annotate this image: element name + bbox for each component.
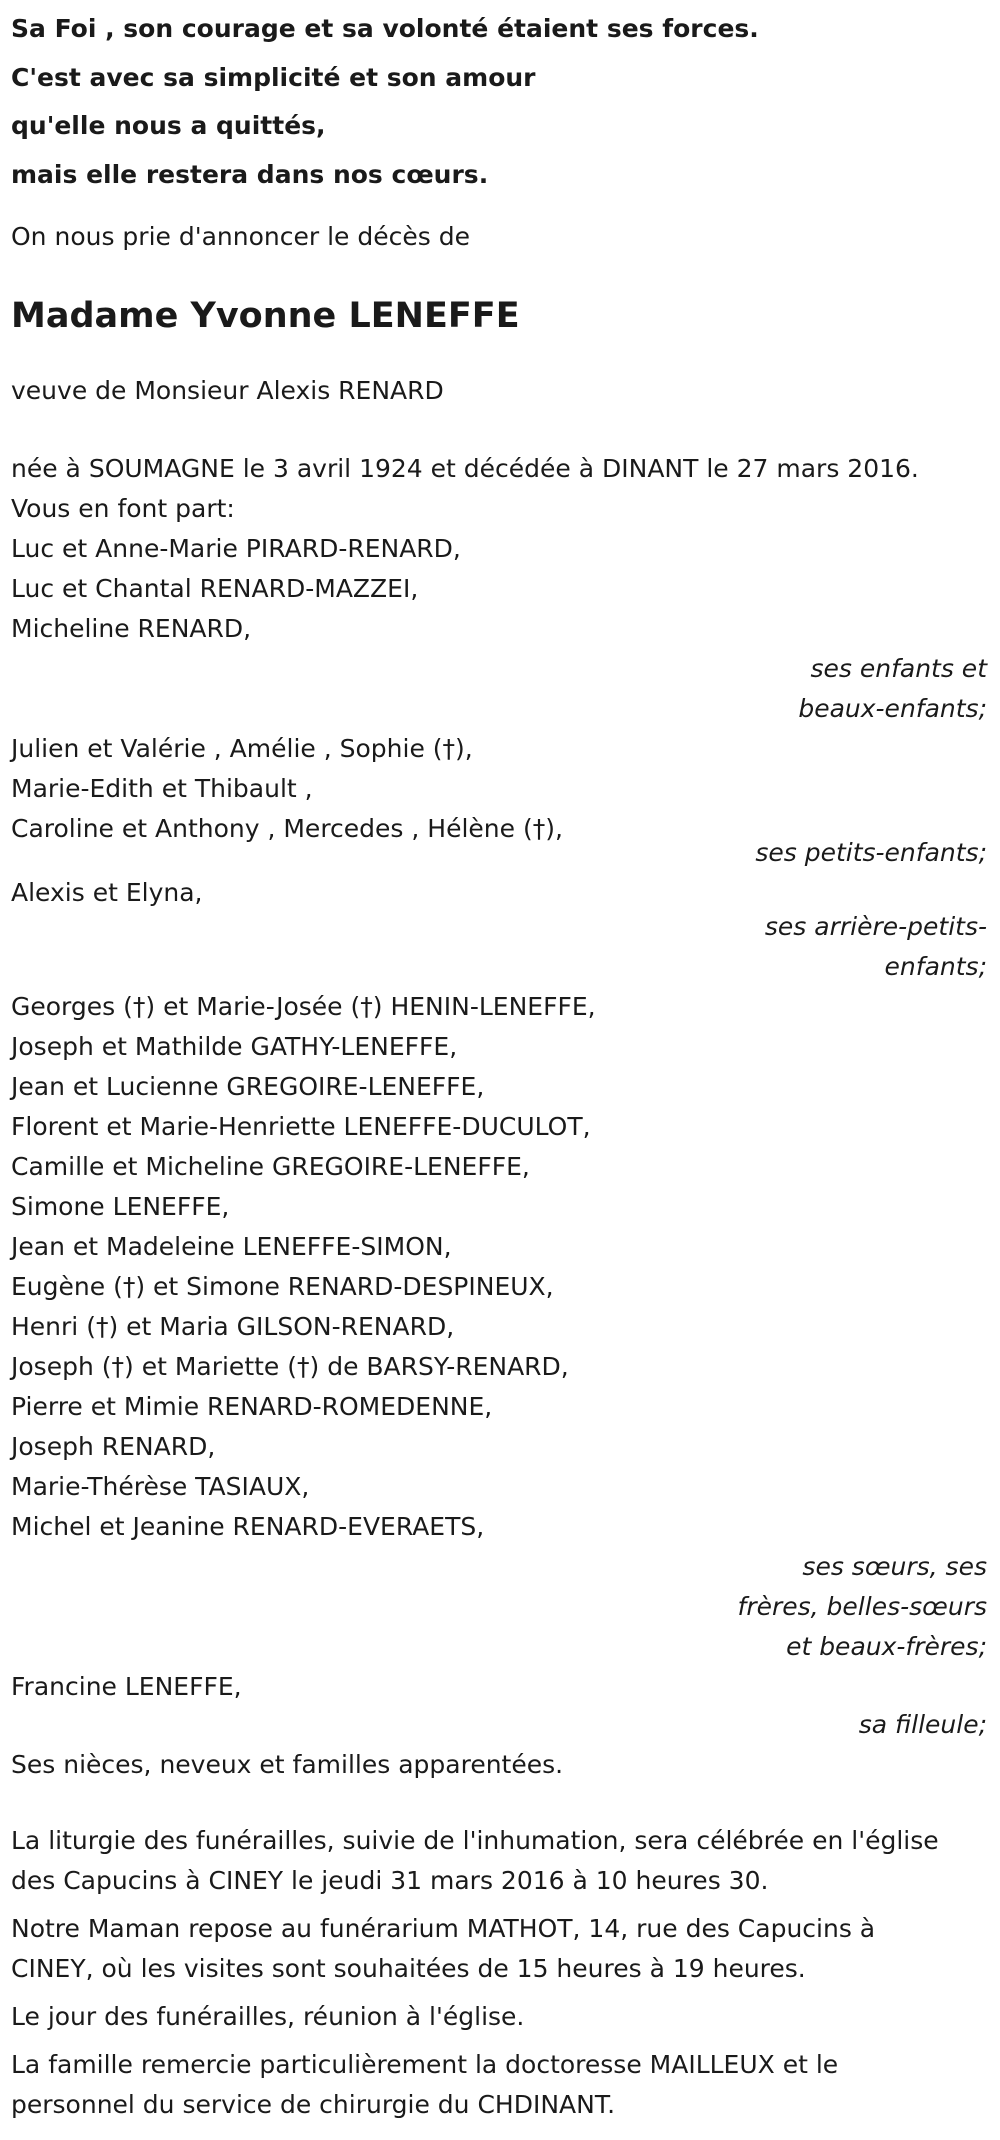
relation-label: ses enfants et beaux-enfants; [798, 654, 987, 723]
children-group [11, 529, 991, 729]
relation-label: ses arrière-petits- enfants; [764, 912, 987, 981]
funeral-day-info: Le jour des funérailles, réunion à l'église. [11, 2002, 525, 2031]
relation-label: sa filleule; [858, 1710, 987, 1739]
family-member: Marie-Thérèse TASIAUX, [11, 1472, 310, 1501]
family-member: Joseph RENARD, [11, 1432, 216, 1461]
family-member: Francine LENEFFE, [11, 1672, 242, 1701]
quote-line: qu'elle nous a quittés, [11, 111, 326, 140]
family-member: Eugène (†) et Simone RENARD-DESPINEUX, [11, 1272, 554, 1301]
deceased-name: Madame Yvonne LENEFFE [11, 296, 520, 336]
widow-of: veuve de Monsieur Alexis RENARD [11, 376, 444, 405]
funeral-info: La liturgie des funérailles, suivie de l'inhumation, sera célébrée en l'église des Capucins à CINEY le jeudi 31 mars 2016 à 10 heures 30. [11, 1826, 939, 1895]
family-member: Alexis et Elyna, [11, 878, 203, 907]
opening-quote [11, 0, 991, 199]
grandchildren-group [11, 729, 991, 873]
family-member: Jean et Madeleine LENEFFE-SIMON, [11, 1232, 452, 1261]
family-member: Henri (†) et Maria GILSON-RENARD, [11, 1312, 455, 1341]
family-member: Florent et Marie-Henriette LENEFFE-DUCULOT, [11, 1112, 591, 1141]
birth-death-info: née à SOUMAGNE le 3 avril 1924 et décédée à DINANT le 27 mars 2016. [11, 454, 919, 483]
great-grandchildren-group [11, 873, 991, 987]
family-member: Julien et Valérie , Amélie , Sophie (†), [11, 734, 473, 763]
family-member: Pierre et Mimie RENARD-ROMEDENNE, [11, 1392, 493, 1421]
family-member: Caroline et Anthony , Mercedes , Hélène (†), [11, 814, 563, 843]
relatives-note: Ses nièces, neveux et familles apparentées. [11, 1750, 564, 1779]
quote-line: Sa Foi , son courage et sa volonté étaient ses forces. [11, 14, 759, 43]
family-member: Micheline RENARD, [11, 614, 252, 643]
visitation-info: Notre Maman repose au funérarium MATHOT, 14, rue des Capucins à CINEY, où les visites sont souhaitées de 15 heures à 19 heures. [11, 1914, 876, 1983]
announcement: On nous prie d'annoncer le décès de [11, 222, 470, 251]
thanks-note: La famille remercie particulièrement la doctoresse MAILLEUX et le personnel du service de chirurgie du CHDINANT. [11, 2050, 839, 2119]
family-member: Michel et Jeanine RENARD-EVERAETS, [11, 1512, 485, 1541]
family-member: Luc et Anne-Marie PIRARD-RENARD, [11, 534, 461, 563]
siblings-group [11, 987, 991, 1667]
family-member: Jean et Lucienne GREGOIRE-LENEFFE, [11, 1072, 485, 1101]
quote-line: C'est avec sa simplicité et son amour [11, 62, 536, 92]
goddaughter-group [11, 1667, 991, 1745]
family-member: Georges (†) et Marie-Josée (†) HENIN-LENEFFE, [11, 992, 596, 1021]
death-notice [11, 0, 991, 2125]
relation-label: ses petits-enfants; [755, 838, 987, 867]
relation-label: ses sœurs, ses frères, belles-sœurs et beaux-frères; [737, 1552, 987, 1661]
part-intro: Vous en font part: [11, 494, 235, 523]
family-member: Simone LENEFFE, [11, 1192, 230, 1221]
family-member: Marie-Edith et Thibault , [11, 774, 313, 803]
family-member: Luc et Chantal RENARD-MAZZEI, [11, 574, 419, 603]
family-member: Joseph et Mathilde GATHY-LENEFFE, [11, 1032, 458, 1061]
family-member: Joseph (†) et Mariette (†) de BARSY-RENARD, [11, 1352, 569, 1381]
quote-line: mais elle restera dans nos cœurs. [11, 159, 489, 189]
family-member: Camille et Micheline GREGOIRE-LENEFFE, [11, 1152, 530, 1181]
